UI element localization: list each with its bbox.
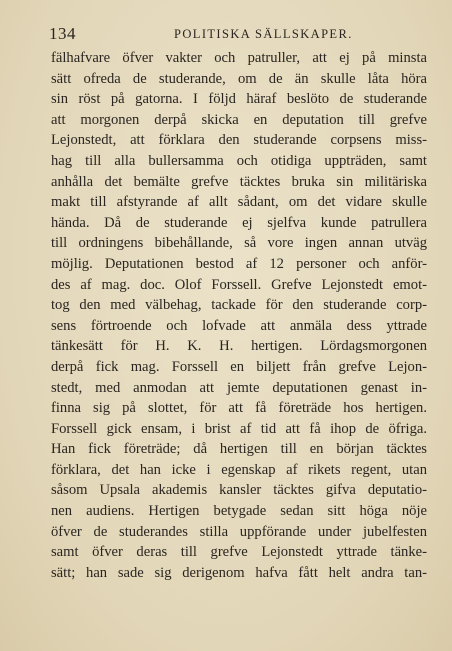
text-line: Forssell gick ensam, i brist af tid att få ihop de öfriga.	[51, 420, 427, 437]
text-line: Lejonstedt, att förklara den studerande corpsens miss-	[51, 132, 427, 149]
text-line: tänkesätt för H. K. H. hertigen. Lördagsmorgonen	[51, 338, 427, 355]
text-line: sens förtroende och lofvade att anmäla dess yttrade	[51, 317, 427, 334]
text-line: såsom Upsala akademis kansler täcktes gifva deputatio-	[51, 482, 427, 499]
text-line: sin röst på gatorna. I följd häraf beslöto de studerande	[51, 91, 427, 108]
text-line: makt till afstyrande af allt sådant, om det vidare skulle	[51, 194, 427, 211]
text-line: samt öfver deras till grefve Lejonstedt yttrade tänke-	[51, 544, 427, 561]
text-line: stedt, med anmodan att jemte deputationen genast in-	[51, 379, 427, 396]
text-line: derpå fick mag. Forssell en biljett från grefve Lejon-	[51, 358, 427, 375]
text-line: fälhafvare öfver vakter och patruller, att ej på minsta	[51, 50, 427, 66]
text-line: finna sig på slottet, för att få företräde hos hertigen.	[51, 400, 427, 417]
running-head: POLITISKA SÄLLSKAPER.	[174, 27, 353, 41]
body-text	[51, 48, 427, 583]
text-line: Han fick företräde; då hertigen till en början täcktes	[51, 441, 427, 458]
text-line: nen audiens. Hertigen betygade sedan sitt höga nöje	[51, 503, 427, 520]
text-line: till ordningens bibehållande, så vore ingen annan utväg	[51, 235, 427, 252]
text-line: anhålla det bemälte grefve täcktes bruka sin militäriska	[51, 173, 427, 190]
text-line: att morgonen derpå skicka en deputation till grefve	[51, 111, 427, 128]
text-line: sätt; han sade sig derigenom hafva fått helt andra tan-	[51, 564, 427, 581]
text-line: tog den med välbehag, tackade för den studerande corp-	[51, 297, 427, 314]
text-line: öfver de studerandes stilla uppförande under jubelfesten	[51, 523, 427, 540]
text-line: des af mag. doc. Olof Forssell. Grefve Lejonstedt emot-	[51, 276, 427, 293]
text-line: hända. Då de studerande ej sjelfva kunde patrullera	[51, 214, 427, 231]
text-line: förklara, det han icke i egenskap af rikets regent, utan	[51, 461, 427, 478]
text-line: möjlig. Deputationen bestod af 12 personer och anför-	[51, 255, 427, 272]
text-line: hag till alla bullersamma och otidiga uppträden, samt	[51, 152, 427, 169]
page-header	[49, 24, 427, 46]
text-line: sätt ofreda de studerande, om de än skulle låta höra	[51, 70, 427, 87]
page-number: 134	[49, 24, 76, 43]
